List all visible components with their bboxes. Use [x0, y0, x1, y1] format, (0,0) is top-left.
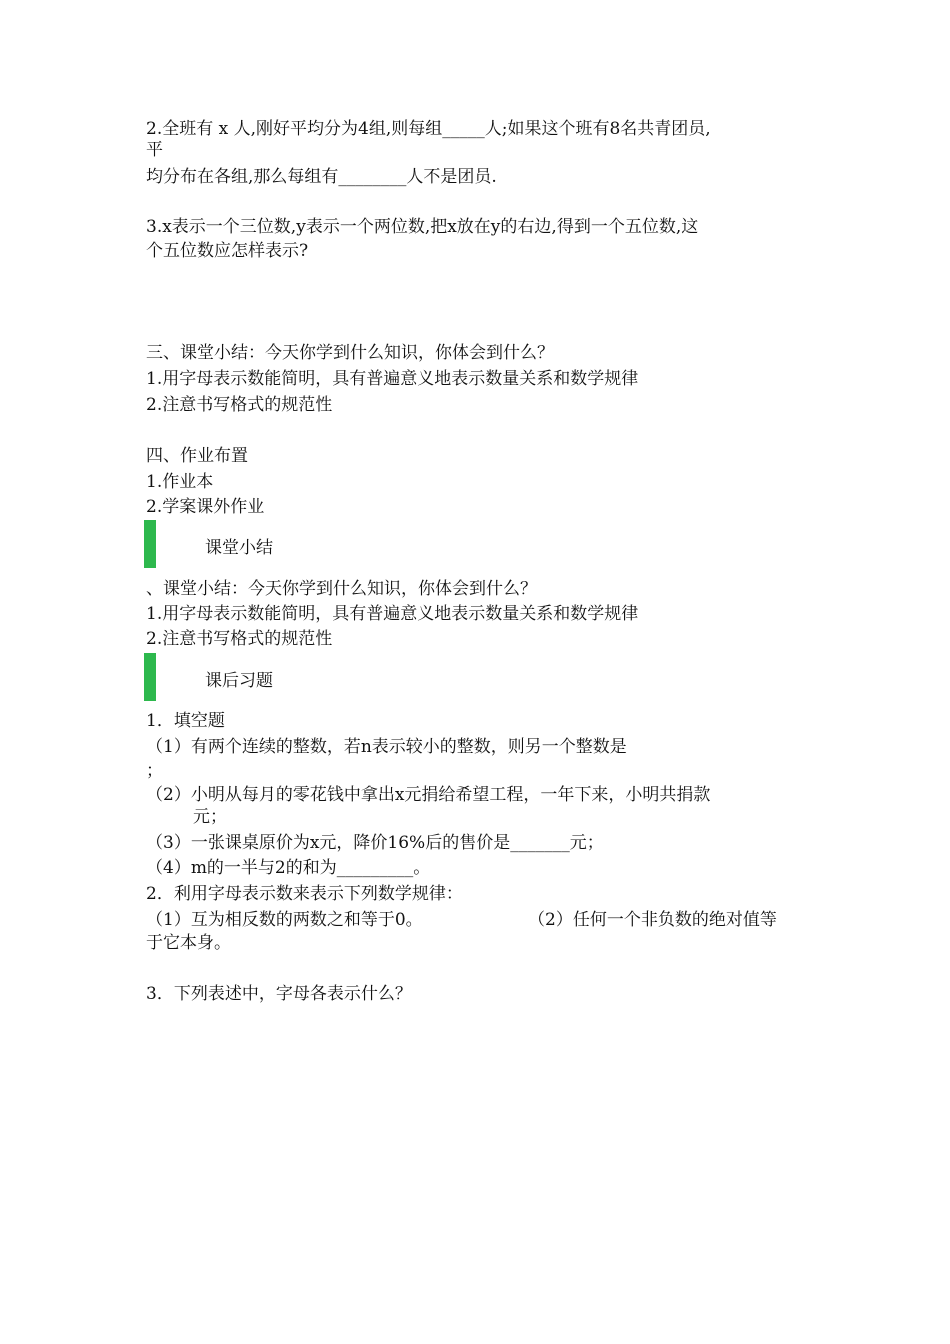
summary-item-2: 2.注意书写格式的规范性: [146, 395, 333, 415]
after-class-title: 课后习题: [205, 671, 273, 691]
fill-blank-item-1: （1）有两个连续的整数，若n表示较小的整数，则另一个整数是: [146, 737, 627, 757]
summary-heading: 三、课堂小结：今天你学到什么知识，你体会到什么？: [146, 343, 554, 363]
rules-item-2-continued: 于它本身。: [146, 933, 231, 953]
fill-blank-heading: 1．填空题: [146, 711, 225, 731]
class-summary-heading: 、课堂小结：今天你学到什么知识，你体会到什么？: [146, 579, 537, 599]
rules-item-2: （2）任何一个非负数的绝对值等: [528, 910, 777, 930]
summary-item-1: 1.用字母表示数能简明，具有普遍意义地表示数量关系和数学规律: [146, 369, 639, 389]
exercise-2-line-2: 平: [146, 140, 163, 160]
section-bar-after-class: [144, 653, 156, 701]
exercise-3-line-2: 个五位数应怎样表示?: [146, 241, 309, 261]
letters-meaning-heading: 3．下列表述中，字母各表示什么？: [146, 984, 412, 1004]
class-summary-item-2: 2.注意书写格式的规范性: [146, 629, 333, 649]
class-summary-title: 课堂小结: [205, 538, 273, 558]
homework-item-2: 2.学案课外作业: [146, 497, 265, 517]
exercise-3-line-1: 3.x表示一个三位数,y表示一个两位数,把x放在y的右边,得到一个五位数,这: [146, 217, 699, 237]
fill-blank-item-1-end: ；: [146, 761, 163, 781]
rules-heading: 2．利用字母表示数来表示下列数学规律：: [146, 884, 463, 904]
fill-blank-item-3: （3）一张课桌原价为x元，降价16%后的售价是_______元；: [146, 833, 604, 853]
section-bar-class-summary: [144, 520, 156, 568]
fill-blank-item-2-line-2: 元；: [193, 807, 227, 827]
class-summary-item-1: 1.用字母表示数能简明，具有普遍意义地表示数量关系和数学规律: [146, 604, 639, 624]
exercise-2-line-1: 2.全班有 x 人,刚好平均分为4组,则每组_____人;如果这个班有8名共青团员,: [146, 119, 711, 139]
fill-blank-item-2-line-1: （2）小明从每月的零花钱中拿出x元捐给希望工程，一年下来，小明共捐款: [146, 785, 711, 805]
exercise-2-line-3: 均分布在各组,那么每组有________人不是团员.: [146, 167, 497, 187]
homework-item-1: 1.作业本: [146, 472, 214, 492]
fill-blank-item-4: （4）m的一半与2的和为_________。: [146, 858, 431, 878]
rules-item-1: （1）互为相反数的两数之和等于0。: [146, 910, 423, 930]
homework-heading: 四、作业布置: [146, 446, 248, 466]
